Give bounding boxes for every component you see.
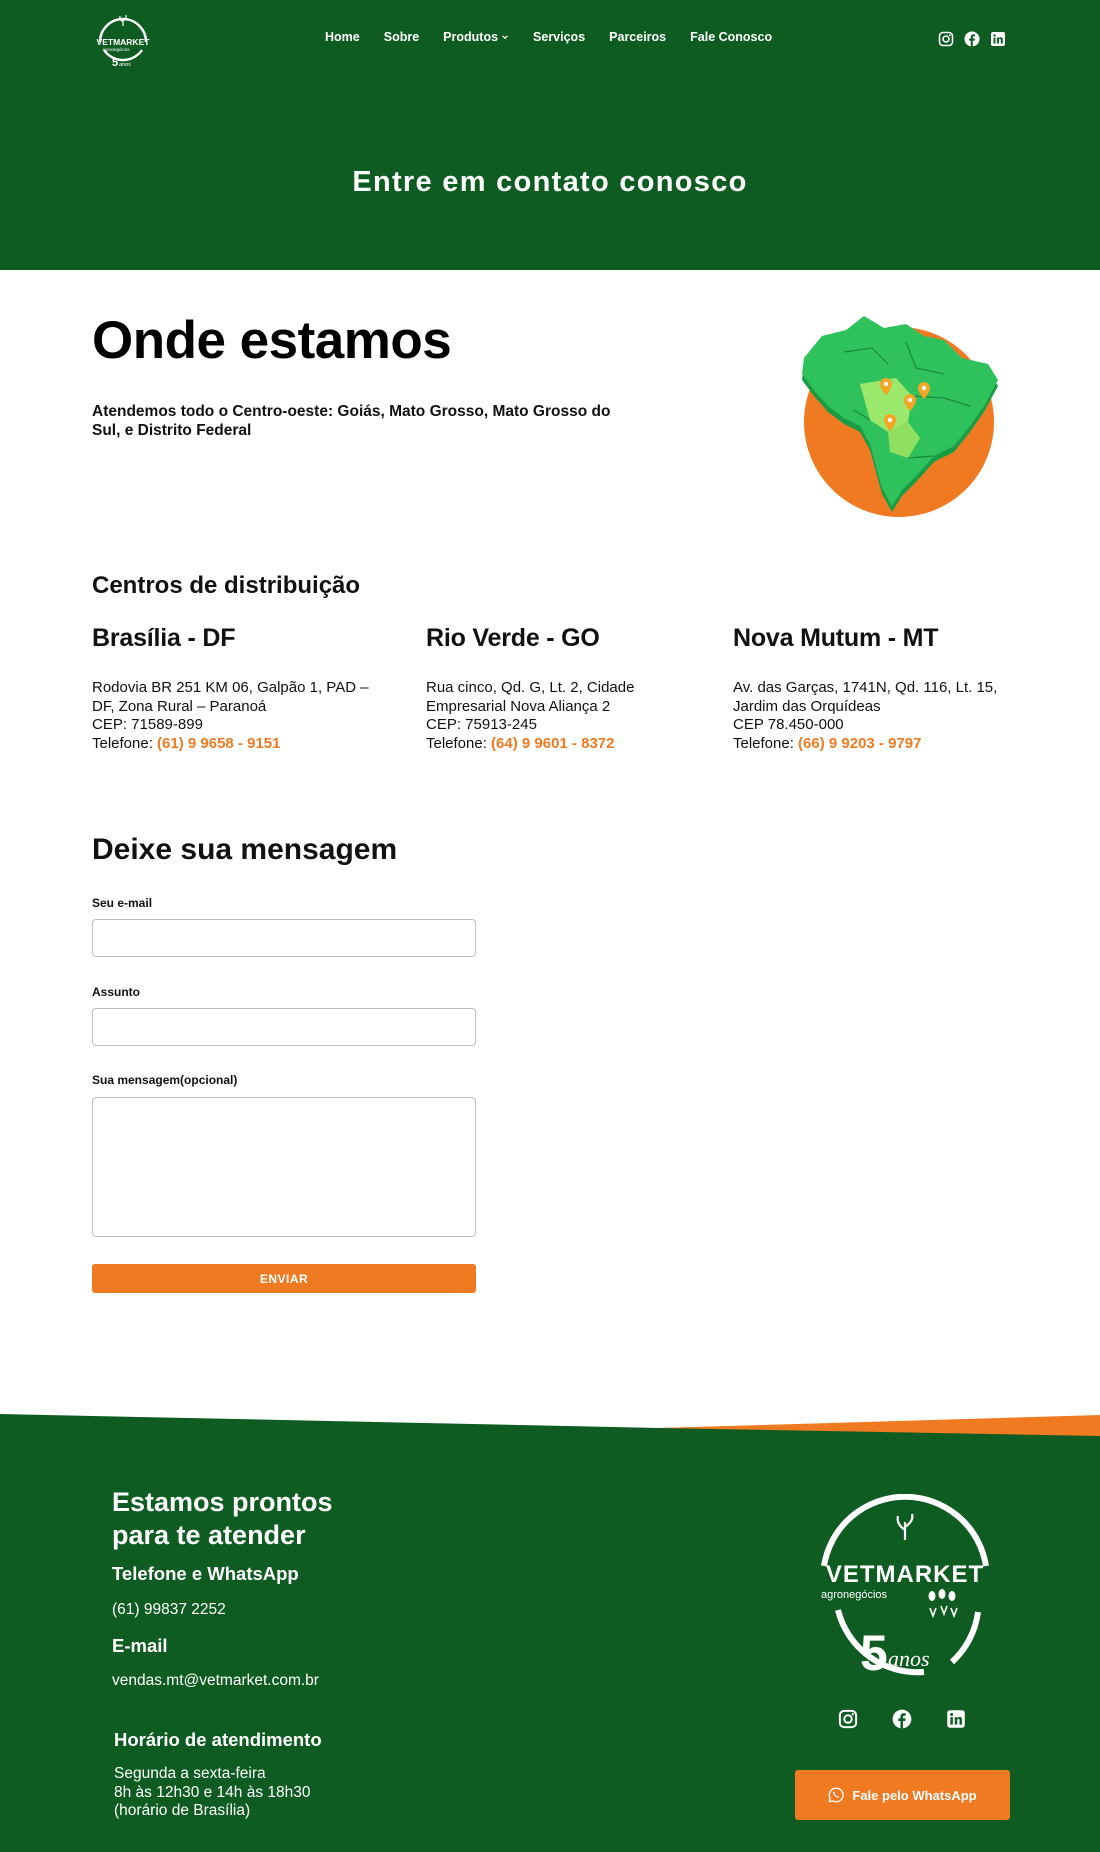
email-label: Seu e-mail (92, 896, 153, 910)
phone-heading: Telefone e WhatsApp (112, 1563, 299, 1584)
email-heading: E-mail (112, 1635, 168, 1656)
whatsapp-button[interactable] (795, 1770, 1010, 1820)
hoof-prints-icon (929, 1589, 958, 1616)
submit-button[interactable]: ENVIAR (92, 1264, 476, 1293)
message-form-title: Deixe sua mensagem (92, 833, 398, 866)
footer-social (838, 1709, 966, 1729)
brazil-map-illustration (784, 312, 1004, 520)
instagram-icon[interactable] (938, 31, 954, 47)
center-brasilia (92, 624, 412, 753)
nav-fale-conosco[interactable]: Fale Conosco (690, 30, 773, 44)
svg-text:agronegócios: agronegócios (102, 47, 130, 52)
whatsapp-button-label: Fale pelo WhatsApp (852, 1787, 977, 1803)
header-social (938, 31, 1006, 47)
center-city: Nova Mutum - MT (733, 624, 939, 652)
subject-field[interactable] (92, 1008, 476, 1046)
center-phone-link[interactable]: (66) 9 9203 - 9797 (798, 734, 922, 752)
phone-value[interactable]: (61) 99837 2252 (112, 1601, 226, 1618)
center-phone-link[interactable]: (61) 9 9658 - 9151 (157, 734, 281, 752)
facebook-icon[interactable] (892, 1709, 912, 1729)
where-description: Atendemos todo o Centro-oeste: Goiás, Mato Grosso, Mato Grosso do Sul, e Distrito Federal (92, 403, 611, 439)
center-phone-link[interactable]: (64) 9 9601 - 8372 (491, 734, 615, 752)
vetmarket-logo (802, 1494, 1008, 1684)
svg-text:VETMARKET: VETMARKET (825, 1561, 985, 1588)
center-city: Brasília - DF (92, 624, 236, 652)
nav-servicos[interactable]: Serviços (533, 30, 586, 44)
svg-text:anos: anos (888, 1646, 930, 1671)
nav-parceiros[interactable]: Parceiros (609, 30, 667, 44)
svg-text:5: 5 (860, 1625, 888, 1681)
svg-text:anos: anos (119, 62, 131, 68)
hero-title: Entre em contato conosco (352, 166, 748, 198)
center-address: Rua cinco, Qd. G, Lt. 2, Cidade Empresarial Nova Aliança 2 CEP: 75913-245 Telefone: (64) 9 9601 - 8372 (426, 679, 635, 752)
facebook-icon[interactable] (964, 31, 980, 47)
email-value[interactable]: vendas.mt@vetmarket.com.br (112, 1672, 319, 1689)
distribution-title: Centros de distribuição (92, 572, 361, 599)
center-rio-verde (426, 624, 746, 753)
main-nav (325, 30, 796, 44)
svg-text:VETMARKET: VETMARKET (96, 37, 150, 47)
center-city: Rio Verde - GO (426, 624, 600, 652)
svg-text:5: 5 (112, 57, 119, 69)
vetmarket-logo[interactable] (92, 8, 154, 70)
svg-text:agronegócios: agronegócios (820, 1589, 888, 1601)
nav-sobre[interactable]: Sobre (383, 30, 420, 44)
where-title: Onde estamos (92, 311, 452, 370)
email-field[interactable] (92, 919, 476, 957)
whatsapp-icon (828, 1787, 844, 1803)
chevron-down-icon (501, 33, 509, 41)
message-label: Sua mensagem(opcional) (92, 1073, 238, 1087)
center-address: Av. das Garças, 1741N, Qd. 116, Lt. 15, Jardim das Orquídeas CEP 78.450-000 Telefone: (66) 9 9203 - 9797 (733, 679, 998, 752)
hours-text: Segunda a sexta-feira 8h às 12h30 e 14h às 18h30 (horário de Brasília) (114, 1765, 311, 1819)
message-textarea[interactable] (92, 1097, 476, 1237)
center-nova-mutum (733, 624, 1063, 753)
center-address: Rodovia BR 251 KM 06, Galpão 1, PAD – DF, Zona Rural – Paranoá CEP: 71589-899 Telefone: (61) 9 9658 - 9151 (92, 679, 369, 752)
hero-banner (0, 0, 1100, 270)
nav-home[interactable]: Home (325, 30, 360, 44)
linkedin-icon[interactable] (990, 31, 1006, 47)
nav-produtos[interactable]: Produtos (443, 30, 509, 44)
footer-title: Estamos prontos para te atender (112, 1487, 333, 1550)
subject-label: Assunto (92, 985, 140, 999)
linkedin-icon[interactable] (946, 1709, 966, 1729)
instagram-icon[interactable] (838, 1709, 858, 1729)
hours-heading: Horário de atendimento (114, 1729, 322, 1750)
